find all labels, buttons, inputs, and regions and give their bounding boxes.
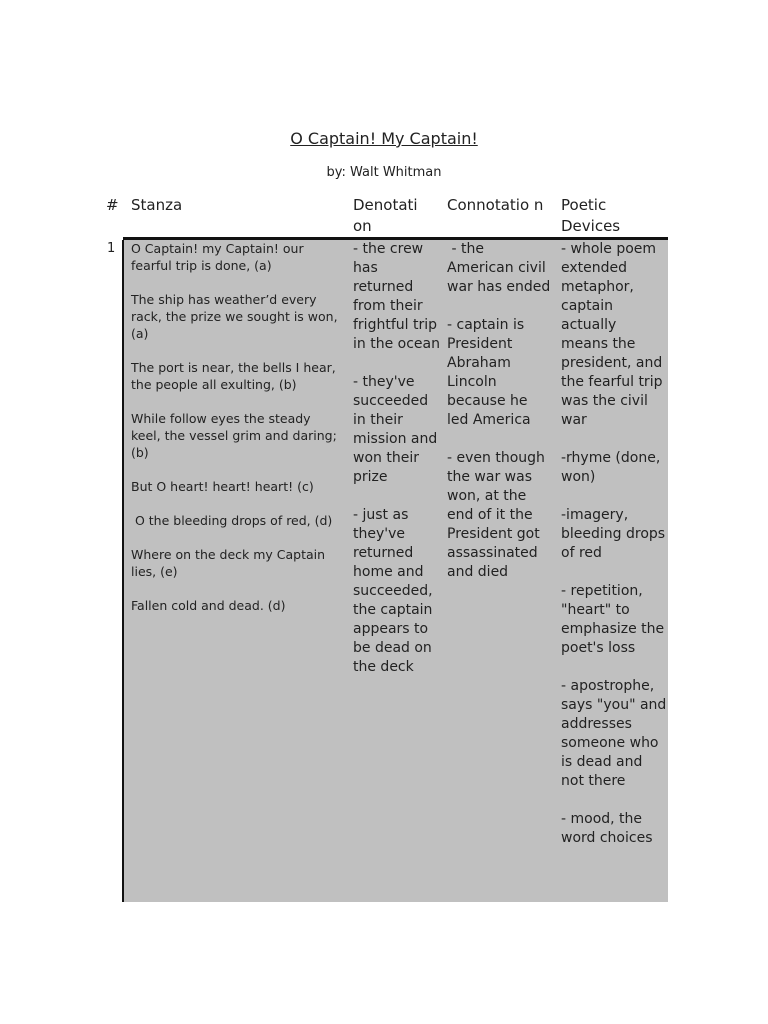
stanza-line: Fallen cold and dead. (d) (131, 598, 286, 613)
poetic-device-note: -rhyme (done, won) (561, 450, 661, 485)
poetic-device-note: - whole poem extended metaphor, captain actually means the president, and the fearful trip was the civil war (561, 241, 663, 428)
stanza-line: The port is near, the bells I hear, the people all exulting, (b) (131, 360, 336, 392)
row-left-border (122, 240, 124, 902)
column-header-number: # (106, 196, 119, 214)
column-header-poetic-devices: Poetic Devices (561, 196, 621, 235)
stanza-line: The ship has weather’d every rack, the prize we sought is won, (a) (131, 292, 338, 341)
stanza-line: While follow eyes the steady keel, the vessel grim and daring; (b) (131, 411, 337, 460)
column-header-denotation: Denotati on (353, 196, 418, 235)
poetic-device-note: - repetition, "heart" to emphasize the poet's loss (561, 583, 665, 656)
column-header-stanza: Stanza (131, 196, 183, 214)
denotation-note: - the crew has returned from their frightful trip in the ocean (353, 241, 440, 352)
stanza-line: O Captain! my Captain! our fearful trip is done, (a) (131, 241, 304, 273)
denotation-note: - they've succeeded in their mission and won their prize (353, 374, 438, 485)
document-author: by: Walt Whitman (326, 165, 442, 180)
connotation-note: - captain is President Abraham Lincoln because he led America (447, 317, 531, 428)
connotation-note: - even though the war was won, at the end of it the President got assassinated and died (447, 450, 545, 580)
row-number: 1 (107, 241, 116, 256)
connotation-note: - the American civil war has ended (447, 241, 551, 295)
denotation-note: - just as they've returned home and succeeded, the captain appears to be dead on the deck (353, 507, 433, 675)
column-header-connotation: Connotatio n (447, 196, 544, 214)
connotation-cell (447, 240, 553, 601)
poetic-devices-cell (561, 240, 667, 867)
denotation-cell (353, 240, 441, 696)
stanza-line: O the bleeding drops of red, (d) (131, 513, 333, 528)
stanza-line: But O heart! heart! heart! (c) (131, 479, 314, 494)
poetic-device-note: -imagery, bleeding drops of red (561, 507, 666, 561)
stanza-line: Where on the deck my Captain lies, (e) (131, 547, 326, 579)
poetic-device-note: - apostrophe, says "you" and addresses someone who is dead and not there (561, 678, 667, 789)
document-title: O Captain! My Captain! (290, 129, 478, 148)
poetic-device-note: - mood, the word choices (561, 811, 653, 846)
stanza-cell (131, 240, 343, 631)
